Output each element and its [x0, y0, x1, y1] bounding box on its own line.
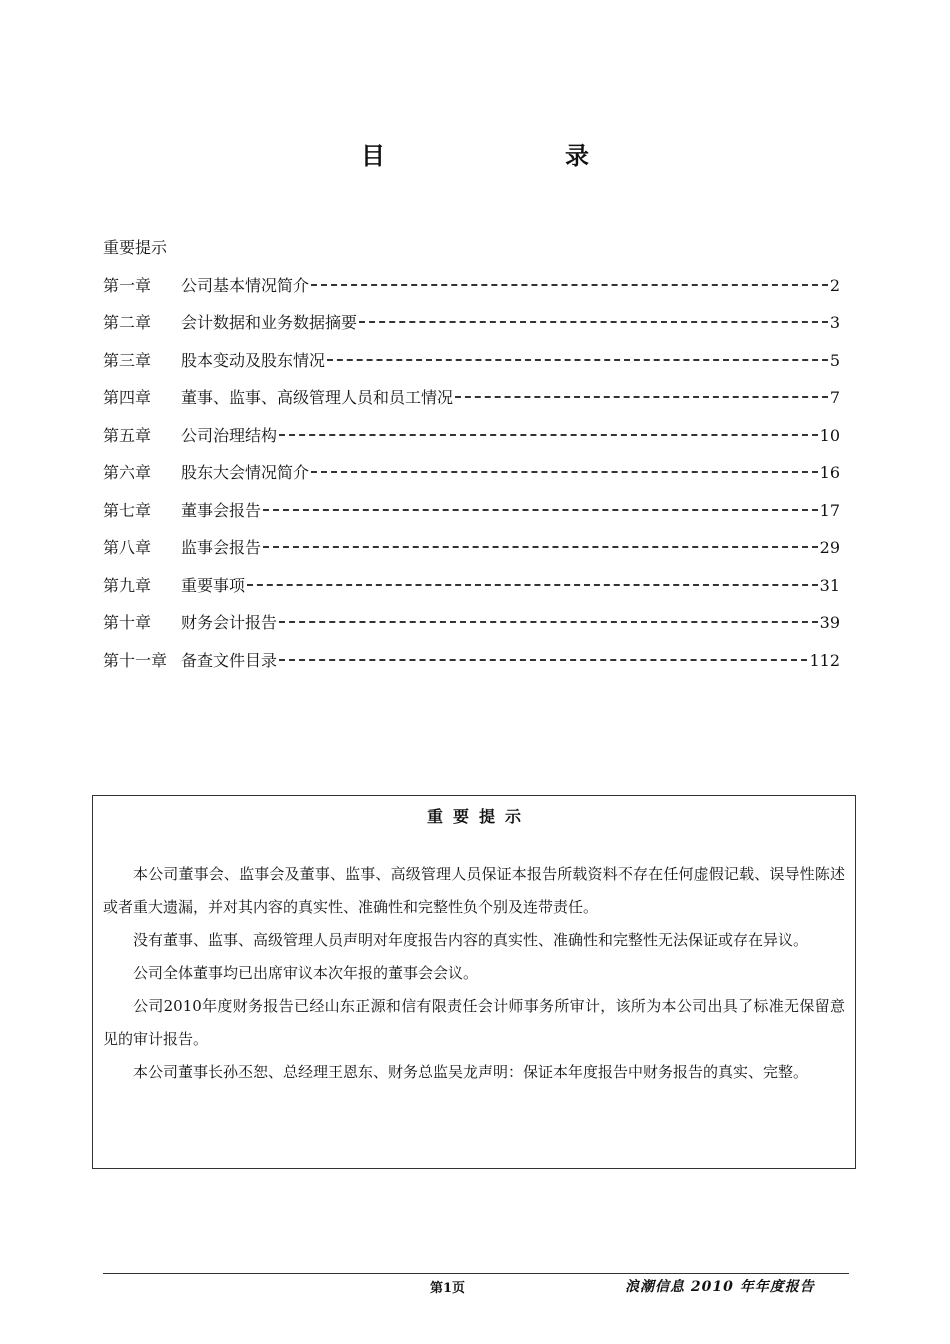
toc-entry[interactable] — [103, 609, 840, 647]
notice-paragraph: 没有董事、监事、高级管理人员声明对年度报告内容的真实性、准确性和完整性无法保证或存在异议。 — [133, 931, 809, 949]
toc-entry[interactable] — [103, 422, 840, 460]
notice-paragraph: 公司2010年度财务报告已经山东正源和信有限责任会计师事务所审计，该所为本公司出具了标准无保留意见的审计报告。 — [103, 997, 845, 1048]
toc-entry[interactable] — [103, 347, 840, 385]
toc-page-number: 10 — [819, 425, 840, 445]
footer-divider — [103, 1273, 849, 1274]
footer-report-name: 浪潮信息 2010 年年度报告 — [625, 1279, 815, 1295]
toc-page-number: 39 — [819, 613, 840, 632]
toc-chapter: 第九章 — [103, 575, 152, 595]
toc-entry[interactable] — [103, 572, 840, 610]
toc-page-number: 5 — [829, 350, 840, 370]
toc-leader — [327, 359, 828, 361]
toc-page-number: 7 — [829, 388, 840, 407]
toc-leader — [311, 284, 828, 286]
toc-page-number: 3 — [829, 313, 840, 332]
toc-chapter: 第十一章 — [103, 650, 168, 670]
toc-chapter: 第六章 — [103, 463, 152, 482]
notice-body — [103, 858, 845, 1089]
toc-leader — [279, 434, 818, 436]
notice-paragraph: 公司全体董事均已出席审议本次年报的董事会会议。 — [133, 964, 479, 982]
toc-title: 会计数据和业务数据摘要 — [181, 313, 358, 332]
table-of-contents — [103, 234, 840, 684]
toc-page-number: 29 — [819, 538, 840, 557]
important-notice-box — [92, 795, 856, 1169]
toc-entry[interactable] — [103, 272, 840, 310]
toc-title: 董事、监事、高级管理人员和员工情况 — [181, 388, 454, 407]
toc-title: 财务会计报告 — [181, 613, 278, 632]
toc-page-number: 31 — [819, 575, 840, 595]
toc-title: 备查文件目录 — [181, 650, 278, 670]
toc-title: 监事会报告 — [181, 538, 262, 557]
footer-page-number: 第1页 — [430, 1281, 466, 1296]
toc-title: 重要事项 — [181, 575, 246, 595]
toc-chapter: 第三章 — [103, 350, 152, 370]
toc-chapter: 第八章 — [103, 538, 152, 557]
toc-title: 公司治理结构 — [181, 425, 278, 445]
toc-title: 董事会报告 — [181, 500, 262, 520]
toc-page-number: 2 — [829, 275, 840, 295]
toc-entry[interactable] — [103, 459, 840, 497]
toc-leader — [311, 471, 818, 473]
toc-heading[interactable]: 重要提示 — [103, 238, 168, 257]
toc-chapter: 第二章 — [103, 313, 152, 332]
toc-page-number: 16 — [819, 463, 840, 482]
notice-title: 重要提示 — [426, 807, 531, 826]
toc-entry[interactable] — [103, 497, 840, 535]
toc-title: 股本变动及股东情况 — [181, 350, 326, 370]
toc-chapter: 第四章 — [103, 388, 152, 407]
toc-title: 股东大会情况简介 — [181, 463, 310, 482]
toc-chapter: 第一章 — [103, 275, 152, 295]
toc-entry[interactable] — [103, 647, 840, 685]
toc-entry[interactable] — [103, 309, 840, 347]
toc-page-number: 17 — [819, 500, 840, 520]
toc-leader — [359, 321, 828, 323]
toc-entry[interactable] — [103, 534, 840, 572]
toc-leader — [279, 621, 818, 623]
toc-page-number: 112 — [809, 650, 840, 670]
toc-leader — [263, 509, 818, 511]
toc-chapter: 第五章 — [103, 425, 152, 445]
toc-entry[interactable] — [103, 384, 840, 422]
toc-leader — [247, 584, 818, 586]
toc-leader — [279, 659, 807, 661]
notice-paragraph: 本公司董事长孙丕恕、总经理王恩东、财务总监吴龙声明：保证本年度报告中财务报告的真实、完整。 — [133, 1063, 809, 1081]
toc-title: 公司基本情况简介 — [181, 275, 310, 295]
toc-chapter: 第十章 — [103, 613, 152, 632]
notice-paragraph: 本公司董事会、监事会及董事、监事、高级管理人员保证本报告所载资料不存在任何虚假记载、误导性陈述或者重大遗漏，并对其内容的真实性、准确性和完整性负个别及连带责任。 — [103, 865, 845, 916]
toc-chapter: 第七章 — [103, 500, 152, 520]
page-title: 目 录 — [361, 141, 633, 170]
toc-leader — [455, 396, 828, 398]
toc-leader — [263, 546, 818, 548]
